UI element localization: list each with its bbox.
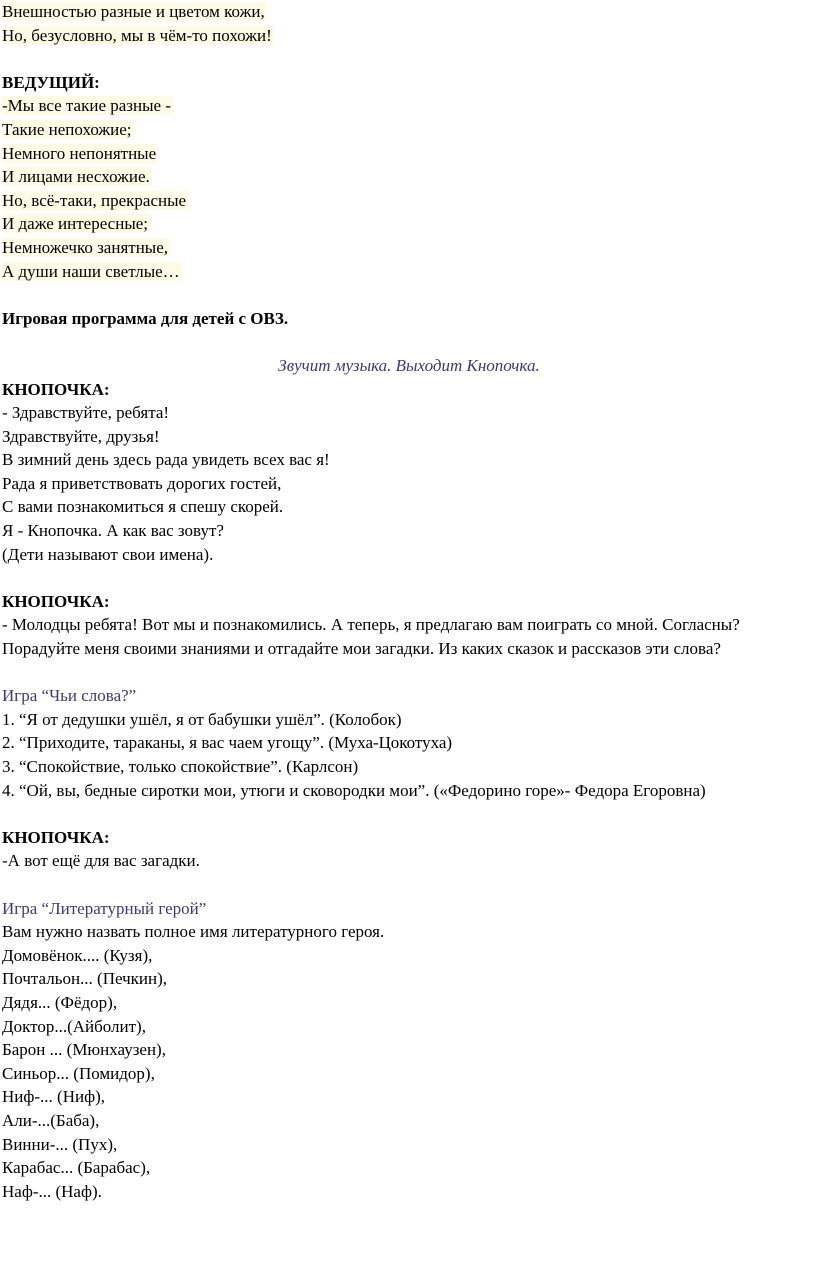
game-instruction: Вам нужно назвать полное имя литературного героя. [2,922,385,942]
knopochka-line: В зимний день здесь рада увидеть всех вас я! [2,450,330,470]
host-line: Немножечко занятные, [2,237,169,257]
game-item: 3. “Спокойствие, только спокойствие”. (Карлсон) [2,757,359,776]
hero-item: Карабас... (Барабас), [2,1158,151,1178]
hero-item: Домовёнок.... (Кузя), [2,945,153,965]
hero-item: Синьор... (Помидор), [2,1063,155,1083]
knopochka-line: Здравствуйте, друзья! [2,426,160,446]
host-line: И даже интересные; [2,214,149,234]
hero-item: Ниф-... (Ниф), [2,1087,106,1107]
blank-line [2,283,816,307]
knopochka-line: (Дети называют свои имена). [2,544,214,564]
host-line: -Мы все такие разные - [2,96,171,116]
hero-item: Наф-... (Наф). [2,1181,102,1201]
knopochka-line: С вами познакомиться я спешу скорей. [2,497,284,517]
game-title: Игра “Чьи слова?” [2,686,137,706]
blank-line [2,47,816,71]
host-line: Но, всё-таки, прекрасные [2,190,187,210]
host-line: Немного непонятные [2,143,157,163]
knopochka-speaker: КНОПОЧКА: [2,591,110,611]
stage-direction: Звучит музыка. Выходит Кнопочка. [278,355,540,375]
blank-line [2,661,816,685]
knopochka-line: Я - Кнопочка. А как вас зовут? [2,521,224,541]
knopochka-line: Рада я приветствовать дорогих гостей, [2,473,282,493]
hero-item: Дядя... (Фёдор), [2,992,118,1012]
blank-line [2,566,816,590]
hero-item: Барон ... (Мюнхаузен), [2,1040,166,1060]
hero-item: Почтальон... (Печкин), [2,969,168,989]
game-item: 1. “Я от дедушки ушёл, я от бабушки ушёл”. (Колобок) [2,709,402,729]
knopochka-line: - Здравствуйте, ребята! [2,403,170,423]
host-line: А души наши светлые… [2,261,180,281]
blank-line [2,873,816,897]
blank-line [2,802,816,826]
blank-line [2,330,816,354]
host-speaker: ВЕДУЩИЙ: [2,72,100,92]
knopochka-line: -А вот ещё для вас загадки. [2,851,200,871]
host-line: Такие непохожие; [2,119,132,139]
intro-line: Но, безусловно, мы в чём-то похожи! [2,25,272,45]
knopochka-speaker: КНОПОЧКА: [2,379,110,399]
host-line: И лицами несхожие. [2,167,150,187]
game-item: 2. “Приходите, тараканы, я вас чаем угощу”. (Муха-Цокотуха) [2,733,453,753]
game-item: 4. “Ой, вы, бедные сиротки мои, утюги и сковородки мои”. («Федорино горе»- Федора Егоровна) [2,780,706,800]
knopochka-speaker: КНОПОЧКА: [2,827,110,847]
hero-item: Винни-... (Пух), [2,1134,118,1154]
hero-item: Доктор...(Айболит), [2,1016,146,1036]
hero-item: Али-...(Баба), [2,1110,100,1130]
program-title: Игровая программа для детей с ОВЗ. [2,308,289,328]
intro-line: Внешностью разные и цветом кожи, [2,2,265,21]
knopochka-paragraph: - Молодцы ребята! Вот мы и познакомились. А теперь, я предлагаю вам поиграть со мной. Согласны? Порадуйте меня своими знаниями и отгадайте мои загадки. Из каких сказок и рассказов эти слова? [2,615,740,659]
game-title: Игра “Литературный герой” [2,898,207,918]
